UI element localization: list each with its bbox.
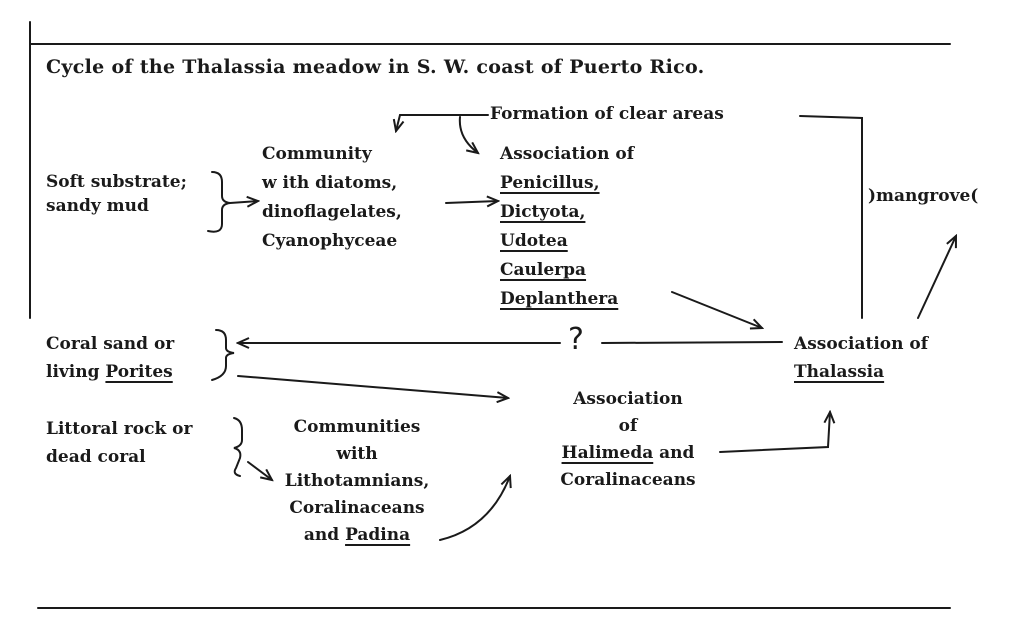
arrow-clear-areas-to-community — [396, 115, 488, 131]
arrow-clear-areas-to-penicillus — [460, 117, 478, 153]
text-prefix: and — [303, 525, 346, 545]
arrow-thalassia-to-coral-sand-right — [602, 342, 782, 343]
node-halimeda-association — [530, 386, 726, 494]
arrow-community-to-penicillus — [446, 201, 498, 203]
genus-deplanthera: Deplanthera — [500, 289, 619, 309]
association-heading: Association of — [794, 334, 929, 354]
brace-soft-substrate — [208, 172, 230, 232]
genus-udotea: Udotea — [500, 231, 568, 251]
genus-caulerpa: Caulerpa — [500, 260, 587, 280]
node-text-line: Cyanophyceae — [262, 231, 398, 251]
node-coral-sand — [46, 330, 174, 386]
node-text-line: dead coral — [46, 447, 146, 467]
node-littoral-rock — [46, 415, 192, 471]
node-text-line: dinoflagelates, — [262, 202, 402, 222]
genus-padina: Padina — [345, 525, 411, 545]
node-text-line: of — [618, 416, 638, 436]
node-text-line — [530, 440, 726, 467]
genus-thalassia: Thalassia — [794, 362, 885, 382]
genus-dictyota: Dictyota, — [500, 202, 586, 222]
node-penicillus-association — [500, 140, 634, 314]
arrow-coral-sand-to-halimeda — [238, 376, 508, 398]
genus-penicillus: Penicillus, — [500, 173, 600, 193]
node-text-line — [46, 358, 174, 386]
arrow-substrate-to-community — [230, 201, 258, 203]
node-text-line: Coral sand or — [46, 334, 175, 354]
node-thalassia-association — [794, 330, 928, 386]
node-text-line: Coralinaceans — [560, 470, 696, 490]
node-text-line: Lithotamnians, — [284, 471, 430, 491]
association-heading: Association of — [500, 144, 635, 164]
node-text-line: Community — [262, 144, 372, 164]
line-thalassia-to-clear-areas — [800, 116, 862, 318]
node-text-line — [262, 522, 452, 549]
diagram-title: Cycle of the Thalassia meadow in S. W. coast of Puerto Rico. — [46, 56, 705, 78]
node-soft-substrate — [46, 170, 187, 218]
arrow-penicillus-to-thalassia — [672, 292, 762, 328]
node-text-line: Littoral rock or — [46, 419, 193, 439]
unknown-transition-mark: ? — [568, 322, 584, 357]
node-text-line: w ith diatoms, — [262, 173, 398, 193]
text-prefix: living — [46, 362, 106, 382]
node-text-line: Communities — [293, 417, 421, 437]
node-mangrove: )mangrove( — [868, 186, 979, 206]
node-diatom-community — [262, 140, 402, 256]
brace-littoral-rock — [234, 418, 242, 476]
arrow-thalassia-to-mangrove — [918, 236, 956, 318]
node-text-line: sandy mud — [46, 196, 149, 216]
text-suffix: and — [653, 443, 695, 463]
node-text-line: Soft substrate; — [46, 172, 187, 192]
node-text-line: with — [336, 444, 378, 464]
node-text-line: Coralinaceans — [289, 498, 425, 518]
node-clear-areas: Formation of clear areas — [490, 104, 724, 124]
brace-coral-sand — [212, 330, 234, 380]
association-heading: Association — [573, 389, 683, 409]
node-lithotamnian-communities — [262, 414, 452, 549]
genus-porites: Porites — [105, 362, 173, 382]
arrow-halimeda-to-thalassia — [720, 412, 830, 452]
genus-halimeda: Halimeda — [561, 443, 654, 463]
